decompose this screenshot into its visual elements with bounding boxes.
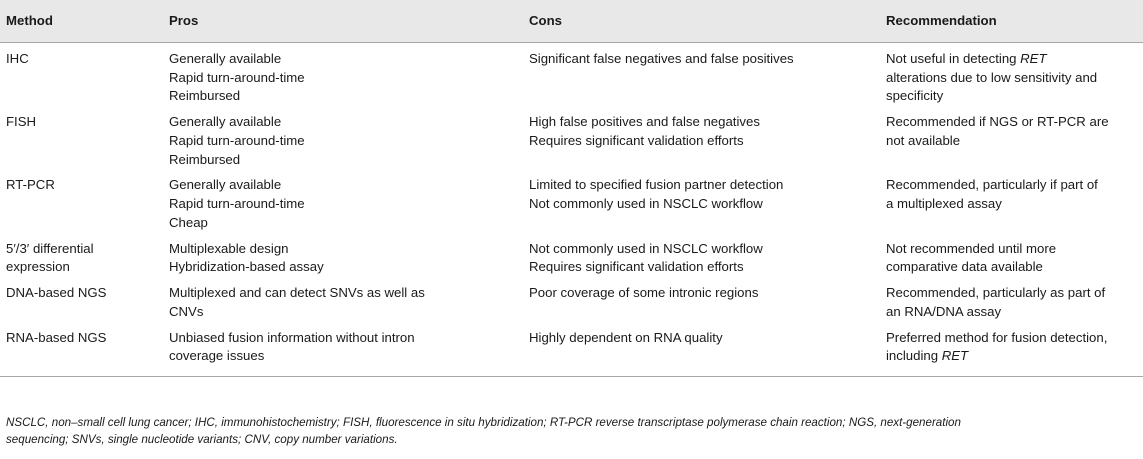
cell-line: not available	[886, 132, 961, 148]
cell-line: FISH	[6, 114, 37, 130]
cell-line: Multiplexable design	[169, 240, 289, 256]
cell-line: RNA-based NGS	[6, 329, 107, 345]
cell-method	[0, 325, 163, 377]
cell-line: including RET	[886, 348, 969, 364]
cell-line: CNVs	[169, 303, 204, 319]
cell-line: a multiplexed assay	[886, 196, 1002, 212]
cell-line: Not commonly used in NSCLC workflow	[529, 240, 763, 256]
cell-line: Multiplexed and can detect SNVs as well as	[169, 285, 425, 301]
cell-method	[0, 280, 163, 324]
cell-line: Highly dependent on RNA quality	[529, 329, 723, 345]
cell-cons	[523, 236, 880, 280]
cell-line: Generally available	[169, 114, 282, 130]
cell-method	[0, 236, 163, 280]
header-recommendation: Recommendation	[880, 0, 1143, 43]
cell-line: 5′/3′ differential	[6, 240, 94, 256]
cell-line: expression	[6, 259, 70, 275]
footnote-line: sequencing; SNVs, single nucleotide variants; CNV, copy number variations.	[6, 433, 398, 447]
cell-cons	[523, 325, 880, 377]
table-row	[0, 236, 1143, 280]
cell-line: Reimbursed	[169, 151, 241, 167]
cell-line: alterations due to low sensitivity and	[886, 69, 1098, 85]
cell-line: comparative data available	[886, 259, 1043, 275]
cell-line: RT-PCR	[6, 177, 55, 193]
table-body	[0, 43, 1143, 377]
cell-line: specificity	[886, 88, 944, 104]
cell-line: DNA-based NGS	[6, 285, 107, 301]
table-row	[0, 109, 1143, 172]
table-footnote	[6, 414, 1136, 449]
cell-recommendation	[880, 280, 1143, 324]
gene-symbol: RET	[941, 348, 969, 364]
table-row	[0, 280, 1143, 324]
cell-line: Cheap	[169, 214, 208, 230]
cell-line: Generally available	[169, 177, 282, 193]
cell-line: Poor coverage of some intronic regions	[529, 285, 759, 301]
cell-line: Preferred method for fusion detection,	[886, 329, 1108, 345]
cell-line: Recommended, particularly as part of	[886, 285, 1106, 301]
header-method: Method	[0, 0, 163, 43]
cell-line: coverage issues	[169, 348, 265, 364]
cell-line: Significant false negatives and false positives	[529, 51, 794, 66]
cell-cons	[523, 109, 880, 172]
cell-cons	[523, 280, 880, 324]
cell-pros	[163, 43, 523, 110]
cell-line: Reimbursed	[169, 88, 241, 104]
header-cons: Cons	[523, 0, 880, 43]
cell-line: Recommended if NGS or RT-PCR are	[886, 114, 1109, 130]
cell-cons	[523, 43, 880, 110]
cell-pros	[163, 109, 523, 172]
cell-line: Generally available	[169, 51, 282, 66]
cell-line: IHC	[6, 51, 29, 66]
table-row	[0, 43, 1143, 110]
gene-symbol: RET	[1020, 51, 1047, 66]
cell-pros	[163, 280, 523, 324]
cell-recommendation	[880, 172, 1143, 235]
cell-line: Recommended, particularly if part of	[886, 177, 1098, 193]
cell-method	[0, 43, 163, 110]
table-header-row	[0, 0, 1143, 43]
cell-cons	[523, 172, 880, 235]
cell-line: Rapid turn-around-time	[169, 69, 305, 85]
cell-pros	[163, 236, 523, 280]
cell-line: High false positives and false negatives	[529, 114, 760, 130]
cell-recommendation	[880, 236, 1143, 280]
cell-recommendation	[880, 325, 1143, 377]
cell-line: Limited to specified fusion partner detection	[529, 177, 784, 193]
cell-line: Requires significant validation efforts	[529, 132, 744, 148]
table-row	[0, 325, 1143, 377]
cell-recommendation	[880, 43, 1143, 110]
cell-line: Rapid turn-around-time	[169, 196, 305, 212]
footnote-line: NSCLC, non–small cell lung cancer; IHC, immunohistochemistry; FISH, fluorescence in situ hybridization; RT-PCR reverse transcriptase polymerase chain reaction; NGS, next-generation	[6, 416, 961, 429]
cell-pros	[163, 325, 523, 377]
cell-line: Not recommended until more	[886, 240, 1057, 256]
cell-line: an RNA/DNA assay	[886, 303, 1002, 319]
header-pros: Pros	[163, 0, 523, 43]
cell-line: Not useful in detecting RET	[886, 51, 1047, 66]
cell-line: Requires significant validation efforts	[529, 259, 744, 275]
cell-line: Rapid turn-around-time	[169, 132, 305, 148]
cell-recommendation	[880, 109, 1143, 172]
cell-line: Not commonly used in NSCLC workflow	[529, 196, 763, 212]
cell-line: Unbiased fusion information without intron	[169, 329, 415, 345]
cell-line: Hybridization-based assay	[169, 259, 324, 275]
table-row	[0, 172, 1143, 235]
cell-pros	[163, 172, 523, 235]
cell-method	[0, 109, 163, 172]
cell-method	[0, 172, 163, 235]
